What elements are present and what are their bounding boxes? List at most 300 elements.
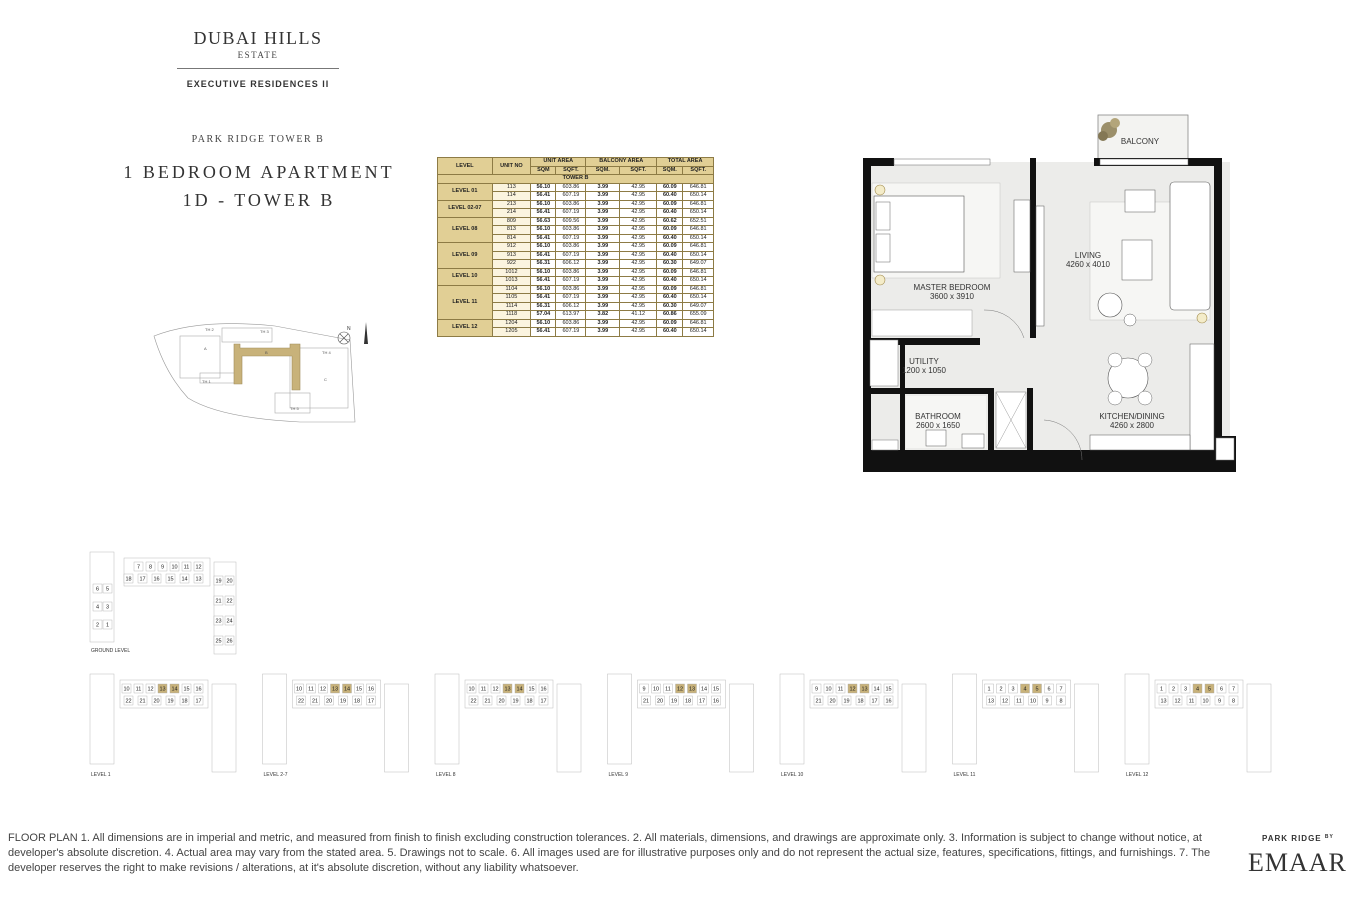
partition-wall (1030, 158, 1036, 338)
site-label-c: C (324, 377, 327, 382)
table-cell: 606.12 (556, 260, 586, 269)
table-cell: 42.95 (620, 268, 657, 277)
unit-number: 11 (1016, 698, 1022, 705)
unit-number: 1 (105, 622, 110, 629)
col-sqft: SQFT. (683, 166, 714, 175)
table-cell: 42.95 (620, 285, 657, 294)
keyplan-level (608, 674, 754, 778)
table-cell: 603.86 (556, 183, 586, 192)
table-cell: 60.09 (657, 319, 683, 328)
unit-number: 7 (136, 564, 141, 571)
unit-number: 7 (1059, 686, 1063, 693)
unit-number: 5 (1035, 686, 1039, 693)
unit-number: 10 (295, 686, 303, 693)
table-cell: 60.62 (657, 217, 683, 226)
unit-number: 12 (492, 686, 499, 693)
table-cell: 60.09 (657, 268, 683, 277)
table-cell: 42.95 (620, 302, 657, 311)
unit-number: 9 (1045, 698, 1049, 705)
unit-number: 1 (987, 686, 991, 693)
table-cell: 606.12 (556, 302, 586, 311)
unit-number: 9 (160, 564, 165, 571)
disclaimer-text: FLOOR PLAN 1. All dimensions are in imperial and metric, and measured from finish to finish excluding construction tolerances. 2. All materials, dimensions, and drawings are approximate only. 3. Information is subject to change without notice, at developer's absolute discretion. 4. Actual area may vary from the stated area. 5. Drawings not to scale. 6. All images used are for illustrative purposes only and do not represent the actual size, features, specifications, fittings, and furnishings. 7. The developer reserves the right to make revisions / alterations, at it's absolute discretion, without any liability whatsoever. (8, 832, 1211, 874)
living-dimensions: 4260 x 4010 (1065, 260, 1111, 269)
level-cell: LEVEL 01 (438, 183, 493, 200)
keyplan-label: LEVEL 2-7 (263, 772, 288, 778)
table-cell: 646.81 (683, 226, 714, 235)
table-cell: 646.81 (683, 200, 714, 209)
table-cell: 607.19 (556, 234, 586, 243)
table-cell: 603.86 (556, 268, 586, 277)
armchair (1098, 293, 1122, 317)
table-cell: 60.40 (657, 294, 683, 303)
unit-number: 10 (468, 686, 475, 693)
table-cell: 3.99 (586, 200, 620, 209)
table-cell: 814 (492, 234, 531, 243)
table-cell: 56.41 (531, 234, 556, 243)
unit-number: 20 (656, 698, 664, 705)
table-cell: 56.10 (531, 268, 556, 277)
unit-number: 12 (319, 686, 327, 693)
table-cell: 607.19 (556, 192, 586, 201)
table-cell: 56.10 (531, 243, 556, 252)
level-cell: LEVEL 11 (438, 285, 493, 319)
table-cell: 41.12 (620, 311, 657, 320)
table-cell: 650.14 (683, 192, 714, 201)
unit-number: 21 (815, 698, 822, 705)
table-cell: 655.09 (683, 311, 714, 320)
table-row (438, 268, 714, 277)
unit-number: 17 (195, 698, 202, 705)
table-cell: 1204 (492, 319, 531, 328)
project-name: EXECUTIVE RESIDENCES II (186, 79, 330, 89)
unit-number: 21 (215, 598, 222, 605)
table-cell: 3.99 (586, 268, 620, 277)
emaar-logo: EMAAR (1248, 848, 1347, 877)
unit-number: 13 (688, 686, 696, 693)
burj-icon (364, 322, 368, 344)
unit-number: 19 (215, 578, 222, 585)
unit-number: 6 (95, 586, 100, 593)
unit-number: 15 (712, 686, 720, 693)
table-cell: 60.40 (657, 234, 683, 243)
unit-number: 26 (226, 638, 233, 645)
unit-number: 11 (837, 686, 844, 693)
unit-number: 12 (1001, 698, 1009, 705)
table-cell: 922 (492, 260, 531, 269)
unit-number: 4 (95, 604, 100, 611)
unit-number: 13 (861, 686, 868, 693)
table-cell: 56.10 (531, 226, 556, 235)
table-cell: 42.95 (620, 251, 657, 260)
wardrobe (1036, 206, 1044, 326)
unit-number: 16 (540, 686, 547, 693)
table-cell: 3.82 (586, 311, 620, 320)
window (894, 159, 990, 165)
table-cell: 60.40 (657, 192, 683, 201)
unit-number: 11 (183, 564, 190, 571)
unit-number: 8 (1231, 698, 1236, 705)
keyplan-ground (90, 552, 236, 654)
park-ridge-logo-text: PARK RIDGE (1262, 834, 1322, 843)
unit-number: 9 (1217, 698, 1222, 705)
table-cell: 650.14 (683, 234, 714, 243)
brand-title: DUBAI HILLS (193, 28, 323, 48)
sofa (1170, 182, 1210, 310)
table-cell: 649.07 (683, 260, 714, 269)
table-cell: 1118 (492, 311, 531, 320)
unit-number: 12 (1174, 698, 1181, 705)
keyplan-level (1125, 674, 1271, 778)
table-cell: 56.31 (531, 302, 556, 311)
closet (872, 310, 972, 336)
unit-number: 6 (1047, 686, 1051, 693)
table-cell: 56.10 (531, 200, 556, 209)
table-row (438, 200, 714, 209)
master-bedroom-dimensions: 3600 x 3910 (929, 292, 975, 301)
unit-number: 18 (353, 698, 361, 705)
table-cell: 603.86 (556, 319, 586, 328)
unit-number: 16 (712, 698, 720, 705)
site-label-th4: TH 4 (322, 350, 331, 355)
table-cell: 650.14 (683, 294, 714, 303)
unit-number: 21 (642, 698, 650, 705)
table-cell: 60.30 (657, 302, 683, 311)
keyplan-label: LEVEL 8 (436, 772, 456, 778)
table-cell: 42.95 (620, 217, 657, 226)
unit-number: 16 (195, 686, 202, 693)
lamp-icon (875, 275, 885, 285)
table-cell: 912 (492, 243, 531, 252)
unit-number: 11 (308, 686, 314, 693)
table-cell: 1105 (492, 294, 531, 303)
table-cell: 650.14 (683, 277, 714, 286)
table-cell: 646.81 (683, 285, 714, 294)
balcony-label: BALCONY (1120, 137, 1160, 146)
unit-number: 10 (1202, 698, 1209, 705)
unit-number: 22 (125, 698, 132, 705)
table-cell: 60.40 (657, 251, 683, 260)
level-cell: LEVEL 12 (438, 319, 493, 336)
col-total-area: TOTAL AREA (657, 158, 714, 167)
table-row (438, 285, 714, 294)
logo-by-text: BY (1324, 834, 1334, 840)
table-cell: 56.10 (531, 285, 556, 294)
table-cell: 613.97 (556, 311, 586, 320)
table-cell: 60.40 (657, 277, 683, 286)
bathroom-label: BATHROOM (915, 412, 961, 421)
tower-name: PARK RIDGE TOWER B (191, 134, 325, 145)
table-cell: 60.09 (657, 183, 683, 192)
apartment-title: 1 BEDROOM APARTMENT (123, 162, 395, 182)
unit-number: 11 (665, 686, 671, 693)
table-cell: 42.95 (620, 183, 657, 192)
table-cell: 57.04 (531, 311, 556, 320)
level-cell: LEVEL 09 (438, 243, 493, 269)
apartment-subtitle: 1D - TOWER B (182, 190, 336, 210)
lamp-icon (875, 185, 885, 195)
table-cell: 60.40 (657, 209, 683, 218)
keyplan-level (263, 674, 409, 778)
tower-row: TOWER B (438, 175, 714, 184)
table-cell: 603.86 (556, 285, 586, 294)
unit-number: 21 (311, 698, 319, 705)
unit-number: 10 (1029, 698, 1037, 705)
unit-number: 20 (325, 698, 333, 705)
unit-number: 21 (484, 698, 491, 705)
table-cell: 1013 (492, 277, 531, 286)
unit-number: 8 (1059, 698, 1063, 705)
col-sqm: SQM. (657, 166, 683, 175)
table-cell: 42.95 (620, 209, 657, 218)
table-cell: 42.95 (620, 226, 657, 235)
unit-number: 15 (167, 576, 174, 583)
area-table (437, 157, 714, 337)
col-balcony-area: BALCONY AREA (586, 158, 657, 167)
table-cell: 60.09 (657, 200, 683, 209)
unit-number: 23 (215, 618, 222, 625)
unit-number: 18 (181, 698, 188, 705)
table-cell: 603.86 (556, 226, 586, 235)
table-row (438, 217, 714, 226)
unit-number: 4 (1195, 686, 1200, 693)
unit-number: 5 (1207, 686, 1212, 693)
unit-number: 20 (226, 578, 233, 585)
unit-number: 22 (470, 698, 477, 705)
unit-number: 17 (540, 698, 547, 705)
brand-subtitle: ESTATE (237, 50, 279, 60)
site-label-th2: TH 2 (205, 327, 214, 332)
unit-number: 14 (700, 686, 708, 693)
unit-number: 17 (139, 576, 146, 583)
unit-number: 16 (885, 698, 892, 705)
unit-number: 15 (885, 686, 892, 693)
unit-number: 12 (195, 564, 202, 571)
keyplan-label: GROUND LEVEL (91, 648, 131, 654)
unit-number: 14 (873, 686, 880, 693)
unit-number: 1 (1159, 686, 1164, 693)
unit-number: 2 (95, 622, 100, 629)
coffee-table (1122, 240, 1152, 280)
unit-number: 3 (1011, 686, 1015, 693)
table-cell: 56.41 (531, 294, 556, 303)
table-cell: 652.51 (683, 217, 714, 226)
unit-number: 18 (684, 698, 692, 705)
keyplan-label: LEVEL 10 (781, 772, 804, 778)
unit-number: 13 (987, 698, 995, 705)
unit-number: 7 (1231, 686, 1236, 693)
table-cell: 1012 (492, 268, 531, 277)
unit-number: 20 (829, 698, 836, 705)
site-label-th5: TH 5 (290, 406, 299, 411)
unit-number: 14 (343, 686, 351, 693)
keyplan-level (90, 674, 236, 778)
table-cell: 3.99 (586, 209, 620, 218)
lamp-icon (1197, 313, 1207, 323)
table-row (438, 319, 714, 328)
table-cell: 42.95 (620, 200, 657, 209)
unit-number: 20 (153, 698, 160, 705)
table-cell: 56.41 (531, 328, 556, 337)
unit-number: 19 (339, 698, 347, 705)
table-cell: 3.99 (586, 192, 620, 201)
table-cell: 113 (492, 183, 531, 192)
unit-number: 12 (676, 686, 684, 693)
unit-number: 10 (171, 564, 178, 571)
unit-number: 18 (526, 698, 533, 705)
col-sqm: SQM (531, 166, 556, 175)
table-cell: 42.95 (620, 234, 657, 243)
table-cell: 3.99 (586, 285, 620, 294)
table-cell: 646.81 (683, 268, 714, 277)
table-cell: 650.14 (683, 209, 714, 218)
table-cell: 3.99 (586, 217, 620, 226)
table-cell: 3.99 (586, 251, 620, 260)
unit-number: 10 (825, 686, 832, 693)
site-label-th1: TH 1 (202, 379, 211, 384)
keyplan-level (780, 674, 926, 778)
keyplan-level (435, 674, 581, 778)
toilet (926, 430, 946, 446)
table-cell: 60.09 (657, 243, 683, 252)
window (1100, 159, 1188, 165)
table-cell: 603.86 (556, 200, 586, 209)
brand-divider (177, 68, 339, 69)
site-plan (150, 318, 375, 428)
unit-number: 22 (297, 698, 305, 705)
master-bedroom-label: MASTER BEDROOM (913, 283, 991, 292)
table-cell: 3.99 (586, 234, 620, 243)
unit-number: 12 (147, 686, 154, 693)
col-unit-area: UNIT AREA (531, 158, 586, 167)
table-cell: 650.14 (683, 251, 714, 260)
utility-label: UTILITY (909, 357, 939, 366)
col-sqm: SQM. (586, 166, 620, 175)
site-label-a: A (204, 346, 207, 351)
table-cell: 60.30 (657, 260, 683, 269)
unit-number: 17 (871, 698, 878, 705)
unit-number: 11 (135, 686, 142, 693)
table-cell: 913 (492, 251, 531, 260)
table-cell: 1205 (492, 328, 531, 337)
table-cell: 607.19 (556, 251, 586, 260)
unit-number: 21 (139, 698, 146, 705)
table-cell: 60.86 (657, 311, 683, 320)
site-label-th3: TH 3 (260, 329, 269, 334)
table-cell: 42.95 (620, 277, 657, 286)
table-cell: 60.40 (657, 328, 683, 337)
table-cell: 3.99 (586, 319, 620, 328)
table-cell: 56.41 (531, 192, 556, 201)
unit-number: 19 (167, 698, 174, 705)
unit-number: 15 (183, 686, 190, 693)
table-cell: 3.99 (586, 328, 620, 337)
table-cell: 3.99 (586, 243, 620, 252)
table-cell: 42.95 (620, 260, 657, 269)
utility-dimensions: 1200 x 1050 (901, 366, 947, 375)
kitchen-dining-label: KITCHEN/DINING (1099, 412, 1165, 421)
keyplan-level (953, 674, 1099, 778)
unit-number: 10 (652, 686, 660, 693)
table-cell: 60.09 (657, 285, 683, 294)
unit-number: 22 (226, 598, 233, 605)
kitchen-counter (1190, 344, 1214, 450)
table-cell: 609.56 (556, 217, 586, 226)
site-label-b: B (265, 350, 268, 355)
table-cell: 213 (492, 200, 531, 209)
col-level: LEVEL (438, 158, 493, 175)
unit-number: 19 (512, 698, 519, 705)
table-cell: 56.41 (531, 251, 556, 260)
unit-number: 8 (148, 564, 153, 571)
unit-number: 19 (843, 698, 850, 705)
unit-number: 13 (1160, 698, 1167, 705)
unit-number: 4 (1023, 686, 1027, 693)
table-cell: 56.41 (531, 209, 556, 218)
unit-number: 13 (195, 576, 202, 583)
living-label: LIVING (1074, 251, 1102, 260)
table-cell: 56.10 (531, 319, 556, 328)
unit-number: 9 (814, 686, 819, 693)
table-cell: 60.09 (657, 226, 683, 235)
table-cell: 646.81 (683, 319, 714, 328)
unit-number: 9 (642, 686, 646, 693)
table-cell: 3.99 (586, 260, 620, 269)
unit-number: 2 (999, 686, 1003, 693)
unit-number: 3 (1183, 686, 1188, 693)
keyplan-label: LEVEL 9 (608, 772, 629, 778)
table-cell: 42.95 (620, 243, 657, 252)
table-cell: 603.86 (556, 243, 586, 252)
table-cell: 607.19 (556, 294, 586, 303)
level-cell: LEVEL 02-07 (438, 200, 493, 217)
table-cell: 3.99 (586, 277, 620, 286)
table-cell: 56.41 (531, 277, 556, 286)
table-cell: 3.99 (586, 294, 620, 303)
unit-number: 16 (367, 686, 375, 693)
key-plans (88, 548, 1278, 784)
unit-number: 14 (171, 686, 178, 693)
table-cell: 1114 (492, 302, 531, 311)
table-cell: 607.19 (556, 328, 586, 337)
unit-number: 12 (849, 686, 856, 693)
unit-number: 13 (504, 686, 511, 693)
table-cell: 42.95 (620, 328, 657, 337)
table-cell: 42.95 (620, 319, 657, 328)
unit-number: 6 (1219, 686, 1224, 693)
unit-number: 19 (670, 698, 678, 705)
sink (962, 434, 984, 448)
table-cell: 646.81 (683, 243, 714, 252)
unit-number: 20 (498, 698, 505, 705)
col-unit-no: UNIT NO (492, 158, 531, 175)
unit-number: 5 (105, 586, 110, 593)
table-cell: 42.95 (620, 294, 657, 303)
unit-number: 2 (1171, 686, 1176, 693)
unit-number: 18 (857, 698, 864, 705)
bathroom-dimensions: 2600 x 1650 (915, 421, 961, 430)
park-ridge-logo (1262, 834, 1334, 843)
unit-number: 18 (125, 576, 132, 583)
area-table-body (438, 183, 714, 336)
kitchen-dining-dimensions: 4260 x 2800 (1109, 421, 1155, 430)
table-cell: 813 (492, 226, 531, 235)
table-cell: 650.14 (683, 328, 714, 337)
unit-number: 13 (159, 686, 166, 693)
table-cell: 42.95 (620, 192, 657, 201)
unit-number: 13 (331, 686, 339, 693)
keyplan-label: LEVEL 11 (953, 772, 976, 778)
